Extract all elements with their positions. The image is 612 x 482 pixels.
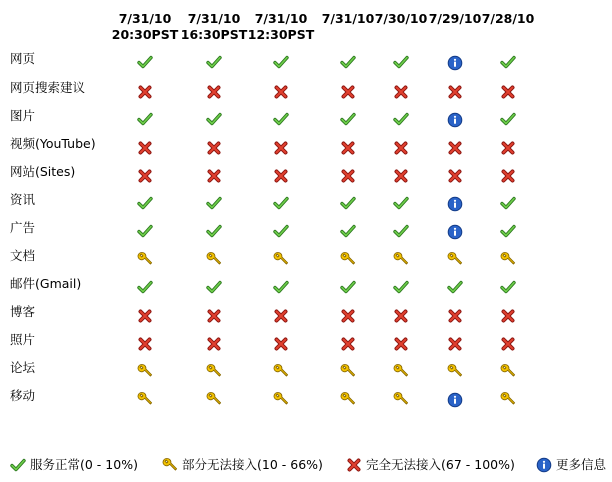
- x-icon: [447, 168, 463, 184]
- wrench-icon: [206, 251, 222, 267]
- x-icon: [273, 336, 289, 352]
- check-icon: [340, 195, 356, 211]
- check-icon: [137, 54, 153, 70]
- column-header: [468, 11, 548, 27]
- service-label: 资讯: [10, 192, 36, 207]
- column-date: 7/28/10: [481, 11, 535, 26]
- wrench-icon: [137, 391, 153, 407]
- legend-label: 部分无法接入(10 - 66%): [182, 457, 323, 472]
- table-row: [0, 276, 612, 304]
- table-row: [0, 136, 612, 164]
- x-icon: [393, 336, 409, 352]
- x-icon: [137, 84, 153, 100]
- wrench-icon: [500, 251, 516, 267]
- table-row: [0, 360, 612, 388]
- table-row: [0, 192, 612, 220]
- check-icon: [137, 279, 153, 295]
- check-icon: [273, 279, 289, 295]
- service-label: 照片: [10, 332, 36, 347]
- column-date: 7/31/10: [118, 11, 172, 26]
- table-row: [0, 304, 612, 332]
- column-date: 7/31/10: [187, 11, 241, 26]
- table-row: [0, 248, 612, 276]
- check-icon: [137, 111, 153, 127]
- check-icon: [393, 279, 409, 295]
- check-icon: [206, 279, 222, 295]
- check-icon: [206, 111, 222, 127]
- check-icon: [206, 195, 222, 211]
- service-label: 网站(Sites): [10, 164, 76, 179]
- check-icon: [137, 223, 153, 239]
- wrench-icon: [393, 251, 409, 267]
- table-row: [0, 108, 612, 136]
- check-icon: [500, 279, 516, 295]
- info-icon[interactable]: [447, 112, 463, 128]
- wrench-icon: [447, 363, 463, 379]
- x-icon: [500, 168, 516, 184]
- wrench-icon: [340, 363, 356, 379]
- x-icon: [206, 168, 222, 184]
- x-icon: [447, 140, 463, 156]
- check-icon: [273, 195, 289, 211]
- check-icon: [273, 111, 289, 127]
- check-icon: [273, 54, 289, 70]
- column-time: 12:30PST: [247, 27, 315, 42]
- service-label: 移动: [10, 388, 36, 403]
- check-icon: [206, 54, 222, 70]
- wrench-icon: [273, 363, 289, 379]
- table-row: [0, 220, 612, 248]
- check-icon: [500, 54, 516, 70]
- wrench-icon: [500, 363, 516, 379]
- x-icon: [137, 308, 153, 324]
- table-row: [0, 80, 612, 108]
- table-row: [0, 164, 612, 192]
- x-icon: [206, 336, 222, 352]
- x-icon: [340, 84, 356, 100]
- x-icon: [393, 168, 409, 184]
- wrench-icon: [340, 251, 356, 267]
- column-date: 7/31/10: [321, 11, 375, 26]
- check-icon: [393, 111, 409, 127]
- legend-label: 完全无法接入(67 - 100%): [366, 457, 515, 472]
- check-icon: [137, 195, 153, 211]
- service-label: 博客: [10, 304, 36, 319]
- check-icon: [340, 54, 356, 70]
- x-icon: [206, 308, 222, 324]
- wrench-icon: [393, 391, 409, 407]
- wrench-icon: [273, 251, 289, 267]
- table-row: [0, 332, 612, 360]
- column-time: 20:30PST: [111, 27, 179, 42]
- legend-label: 更多信息: [556, 457, 607, 472]
- wrench-icon: [206, 363, 222, 379]
- x-icon: [393, 140, 409, 156]
- check-icon: [500, 111, 516, 127]
- x-icon: [206, 84, 222, 100]
- table-row: [0, 388, 612, 416]
- service-label: 广告: [10, 220, 36, 235]
- wrench-icon: [137, 251, 153, 267]
- wrench-icon: [393, 363, 409, 379]
- x-icon: [273, 84, 289, 100]
- info-icon[interactable]: [447, 55, 463, 71]
- x-icon: [206, 140, 222, 156]
- x-icon: [273, 140, 289, 156]
- x-icon: [500, 140, 516, 156]
- check-icon: [340, 223, 356, 239]
- check-icon: [500, 223, 516, 239]
- check-icon: [447, 279, 463, 295]
- x-icon: [447, 336, 463, 352]
- x-icon: [137, 336, 153, 352]
- x-icon: [340, 308, 356, 324]
- x-icon: [500, 336, 516, 352]
- info-icon[interactable]: [447, 224, 463, 240]
- legend-label: 服务正常(0 - 10%): [30, 457, 138, 472]
- x-icon: [137, 168, 153, 184]
- info-icon[interactable]: [447, 196, 463, 212]
- x-icon: [447, 84, 463, 100]
- wrench-icon: [273, 391, 289, 407]
- info-icon[interactable]: [447, 392, 463, 408]
- check-icon: [500, 195, 516, 211]
- legend: [0, 456, 612, 474]
- wrench-icon: [206, 391, 222, 407]
- check-icon: [273, 223, 289, 239]
- service-label: 邮件(Gmail): [10, 276, 82, 291]
- column-header: [105, 11, 185, 43]
- x-icon: [447, 308, 463, 324]
- column-time: 16:30PST: [180, 27, 248, 42]
- column-date: 7/31/10: [254, 11, 308, 26]
- x-icon: [340, 140, 356, 156]
- x-icon: [500, 84, 516, 100]
- x-icon: [393, 84, 409, 100]
- service-label: 视频(YouTube): [10, 136, 96, 151]
- column-date: 7/29/10: [428, 11, 482, 26]
- check-icon: [393, 223, 409, 239]
- x-icon: [137, 140, 153, 156]
- x-icon: [273, 168, 289, 184]
- wrench-icon: [137, 363, 153, 379]
- check-icon: [393, 195, 409, 211]
- table-row: [0, 51, 612, 79]
- check-icon: [340, 111, 356, 127]
- service-label: 网页搜索建议: [10, 80, 86, 95]
- x-icon: [340, 168, 356, 184]
- column-date: 7/30/10: [374, 11, 428, 26]
- wrench-icon: [500, 391, 516, 407]
- check-icon: [340, 279, 356, 295]
- service-label: 网页: [10, 51, 36, 66]
- service-label: 图片: [10, 108, 36, 123]
- wrench-icon: [447, 251, 463, 267]
- check-icon: [393, 54, 409, 70]
- x-icon: [393, 308, 409, 324]
- x-icon: [273, 308, 289, 324]
- service-label: 论坛: [10, 360, 36, 375]
- check-icon: [206, 223, 222, 239]
- service-label: 文档: [10, 248, 36, 263]
- x-icon: [500, 308, 516, 324]
- x-icon: [340, 336, 356, 352]
- wrench-icon: [340, 391, 356, 407]
